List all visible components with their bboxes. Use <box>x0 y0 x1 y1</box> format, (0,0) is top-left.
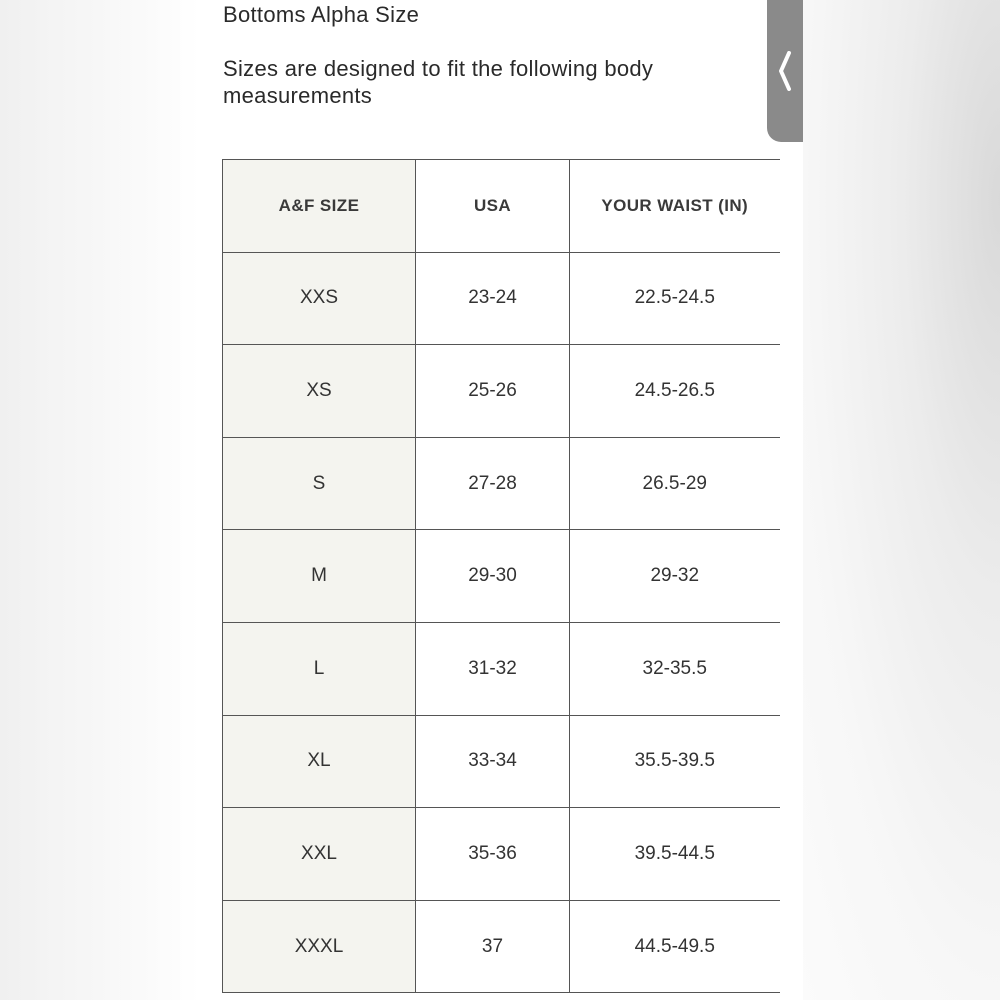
usa-size-cell: 23-24 <box>416 252 570 345</box>
af-size-cell: XL <box>223 715 416 808</box>
af-size-cell: L <box>223 622 416 715</box>
waist-cell: 35.5-39.5 <box>570 715 780 808</box>
waist-cell: 26.5-29 <box>570 437 780 530</box>
waist-cell: 24.5-26.5 <box>570 345 780 438</box>
usa-size-cell: 25-26 <box>416 345 570 438</box>
usa-size-cell: 29-30 <box>416 530 570 623</box>
table-header-row <box>223 160 780 253</box>
table-row <box>223 808 780 901</box>
size-table <box>222 159 780 993</box>
waist-cell: 22.5-24.5 <box>570 252 780 345</box>
af-size-cell: M <box>223 530 416 623</box>
column-header-waist: YOUR WAIST (IN) <box>570 160 780 253</box>
background-left <box>0 0 200 1000</box>
table-row <box>223 252 780 345</box>
waist-cell: 29-32 <box>570 530 780 623</box>
page-subtitle: Sizes are designed to fit the following body measurements <box>223 56 654 108</box>
usa-size-cell: 31-32 <box>416 622 570 715</box>
table-row <box>223 622 780 715</box>
table-row <box>223 530 780 623</box>
waist-cell: 32-35.5 <box>570 622 780 715</box>
af-size-cell: XXS <box>223 252 416 345</box>
waist-cell: 39.5-44.5 <box>570 808 780 901</box>
af-size-cell: S <box>223 437 416 530</box>
background-right <box>803 0 1000 1000</box>
table-row <box>223 345 780 438</box>
waist-cell: 44.5-49.5 <box>570 900 780 993</box>
usa-size-cell: 33-34 <box>416 715 570 808</box>
collapse-panel-button[interactable] <box>767 0 803 142</box>
table-row <box>223 715 780 808</box>
usa-size-cell: 35-36 <box>416 808 570 901</box>
chevron-left-icon <box>777 51 793 91</box>
usa-size-cell: 37 <box>416 900 570 993</box>
column-header-usa: USA <box>416 160 570 253</box>
af-size-cell: XXXL <box>223 900 416 993</box>
table-row <box>223 900 780 993</box>
table-row <box>223 437 780 530</box>
column-header-af-size: A&F SIZE <box>223 160 416 253</box>
af-size-cell: XS <box>223 345 416 438</box>
page-title: Bottoms Alpha Size <box>223 2 420 27</box>
af-size-cell: XXL <box>223 808 416 901</box>
usa-size-cell: 27-28 <box>416 437 570 530</box>
